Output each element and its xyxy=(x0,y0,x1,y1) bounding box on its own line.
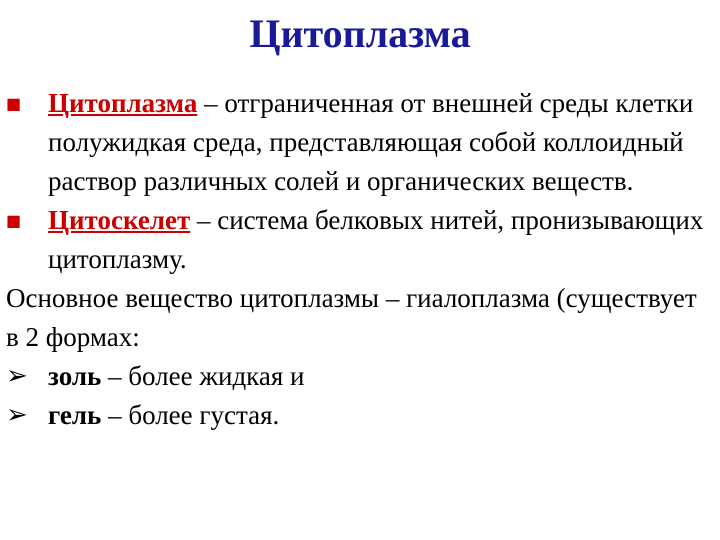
term-gel: гель xyxy=(48,400,102,430)
square-bullet-icon: ■ xyxy=(6,211,22,230)
term-sol: золь xyxy=(48,361,102,391)
definition-cytoplasm: – отграниченная от внешней среды клетки полужидкая среда, представляющая собой коллоидный раствор различных солей и органических веществ. xyxy=(48,88,694,196)
arrow-bullet-icon: ➢ xyxy=(6,400,28,430)
list-item-gel xyxy=(6,396,716,435)
slide-title: Цитоплазма xyxy=(249,11,471,56)
term-cytoplasm: Цитоплазма xyxy=(48,88,198,118)
arrow-bullet-icon: ➢ xyxy=(6,361,28,391)
definition-gel: – более густая. xyxy=(101,400,280,430)
list-item-cytoplasm xyxy=(6,84,716,201)
list-item-cytoskeleton xyxy=(6,201,716,279)
square-bullet-icon: ■ xyxy=(6,94,22,113)
term-cytoskeleton: Цитоскелет xyxy=(48,205,191,235)
hyaloplasm-paragraph: Основное вещество цитоплазмы – гиалоплазма (существует в 2 формах: xyxy=(6,283,697,352)
definition-cytoskeleton: – система белковых нитей, пронизывающих цитоплазму. xyxy=(48,205,704,274)
slide-content xyxy=(6,84,716,435)
list-item-sol xyxy=(6,357,716,396)
definition-sol: – более жидкая и xyxy=(101,361,305,391)
